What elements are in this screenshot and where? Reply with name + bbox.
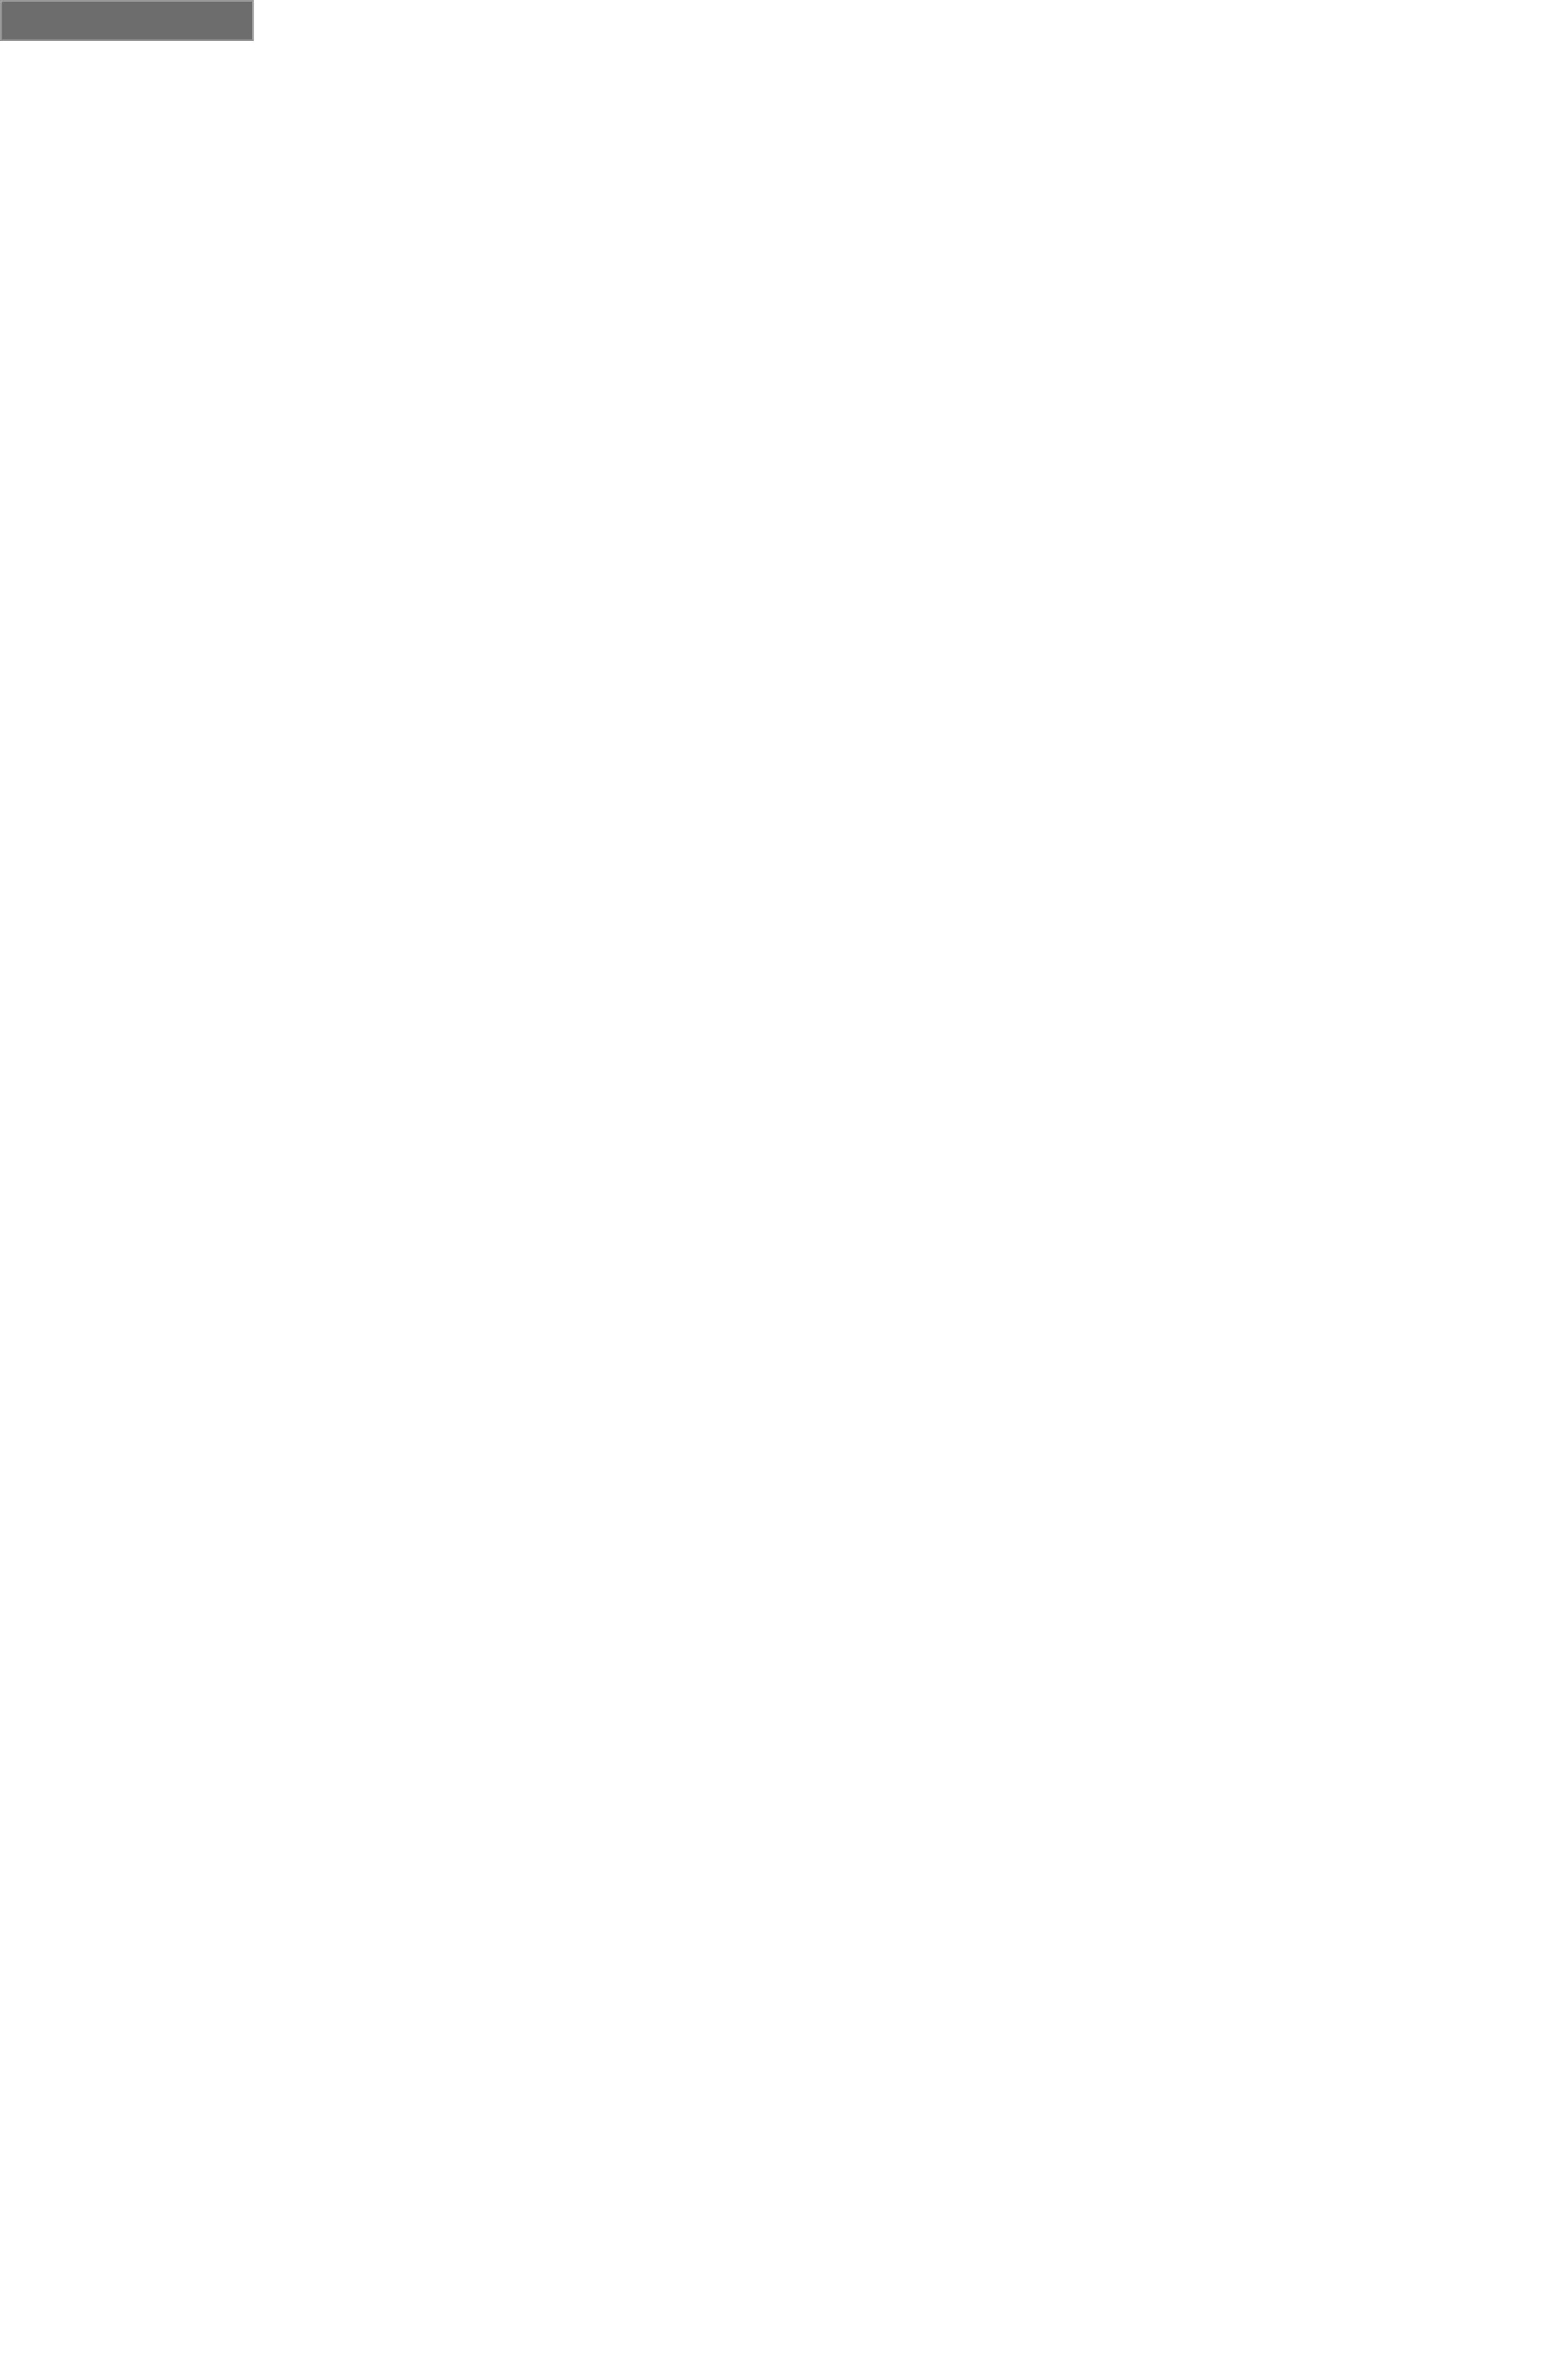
table-header [1,1,1564,41]
header-corner-cell [1,1,253,41]
results-table-container [0,0,1564,41]
beta-coefficients-table [0,0,1564,41]
